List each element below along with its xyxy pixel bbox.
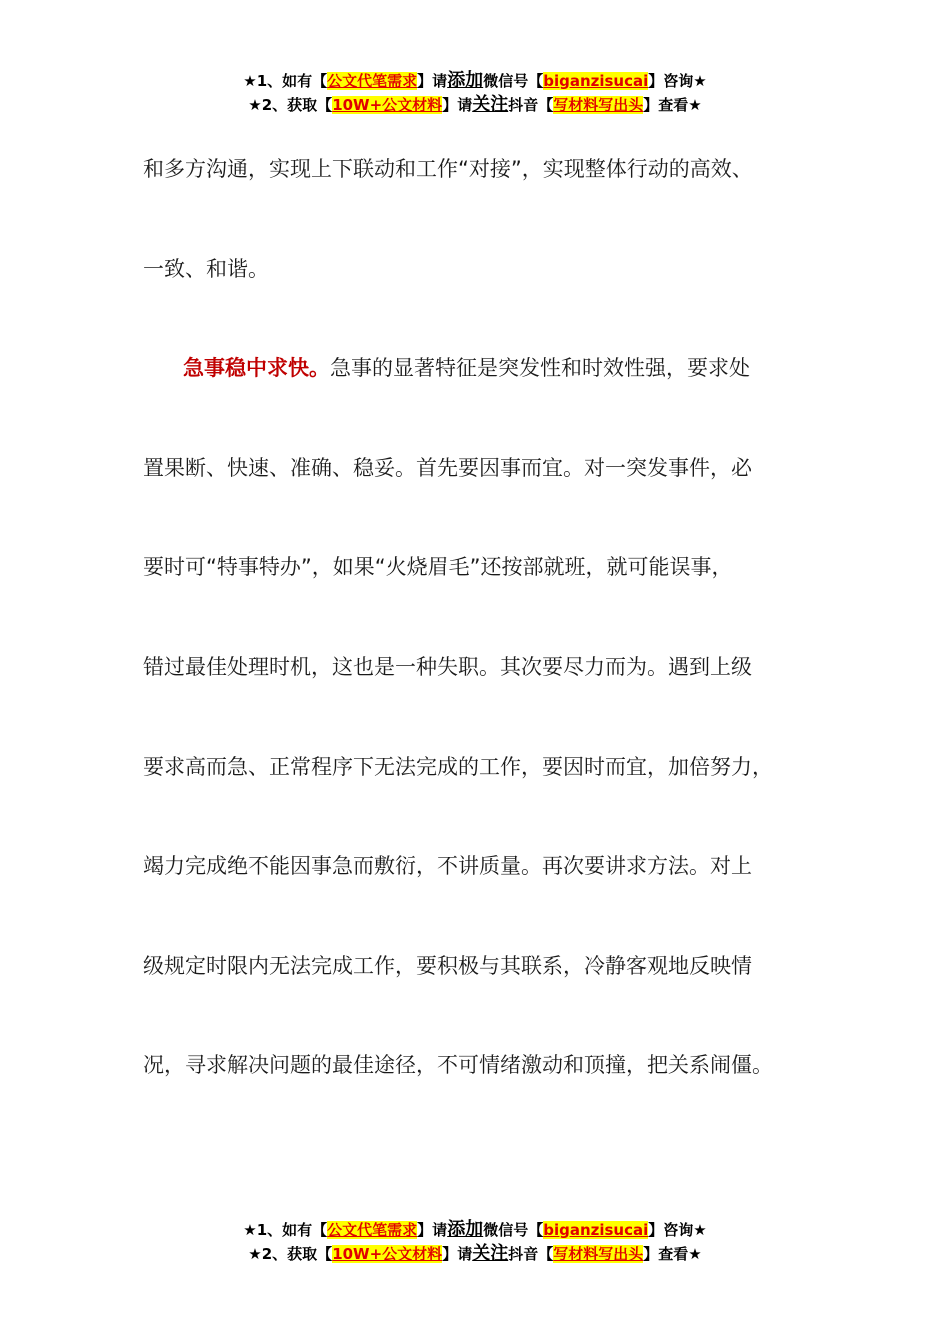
banner-highlight: 公文代笔需求	[327, 72, 418, 90]
banner-emphasis: 关注	[472, 94, 509, 115]
body-line: 要求高而急、正常程序下无法完成的工作，要因时而宜，加倍努力，	[143, 754, 773, 779]
document-body	[143, 120, 823, 1116]
banner-text: ★2、获取【	[248, 1245, 333, 1263]
banner-text: ★1、如有【	[243, 72, 328, 90]
douyin-id-highlight: 写材料写出头	[553, 1245, 644, 1263]
banner-emphasis: 关注	[472, 1243, 509, 1264]
banner-line-2	[0, 93, 950, 117]
body-line: 竭力完成绝不能因事急而敷衍，不讲质量。再次要讲求方法。对上	[143, 854, 752, 879]
body-line: 一致、和谐。	[143, 256, 269, 281]
banner-text: 抖音【	[508, 96, 554, 114]
banner-line-2	[0, 1242, 950, 1266]
banner-text: ★2、获取【	[248, 96, 333, 114]
header-banner	[0, 69, 950, 117]
body-line: 级规定时限内无法完成工作，要积极与其联系，冷静客观地反映情	[143, 953, 752, 978]
body-text-inline: 急事的显著特征是突发性和时效性强，要求处	[330, 356, 750, 381]
wechat-id-highlight: biganzisucai	[543, 72, 649, 90]
banner-text: 】咨询★	[648, 72, 707, 90]
body-line: 错过最佳处理时机，这也是一种失职。其次要尽力而为。遇到上级	[143, 654, 752, 679]
banner-text: 】请	[417, 72, 448, 90]
banner-highlight: 10W+公文材料	[332, 96, 443, 114]
footer-banner	[0, 1218, 950, 1266]
body-line: 置果断、快速、准确、稳妥。首先要因事而宜。对一突发事件，必	[143, 455, 752, 480]
banner-text: 】咨询★	[648, 1221, 707, 1239]
body-line: 和多方沟通，实现上下联动和工作“对接”，实现整体行动的高效、	[143, 157, 753, 181]
wechat-id-highlight: biganzisucai	[543, 1221, 649, 1239]
body-line: 况，寻求解决问题的最佳途径，不可情绪激动和顶撞，把关系闹僵。	[143, 1053, 773, 1078]
banner-text: 微信号【	[483, 72, 544, 90]
banner-text: 】请	[442, 96, 473, 114]
banner-text: 抖音【	[508, 1245, 554, 1263]
banner-highlight: 公文代笔需求	[327, 1221, 418, 1239]
banner-text: ★1、如有【	[243, 1221, 328, 1239]
banner-line-1	[0, 1218, 950, 1242]
banner-highlight: 10W+公文材料	[332, 1245, 443, 1263]
douyin-id-highlight: 写材料写出头	[553, 96, 644, 114]
banner-line-1	[0, 69, 950, 93]
banner-text: 】请	[442, 1245, 473, 1263]
banner-text: 】查看★	[643, 1245, 702, 1263]
body-line: 要时可“特事特办”，如果“火烧眉毛”还按部就班，就可能误事，	[143, 555, 733, 580]
banner-emphasis: 添加	[447, 70, 484, 91]
paragraph-heading: 急事稳中求快。	[183, 356, 330, 381]
paragraph-heading-line	[143, 319, 823, 419]
banner-text: 】请	[417, 1221, 448, 1239]
banner-text: 微信号【	[483, 1221, 544, 1239]
banner-emphasis: 添加	[447, 1219, 484, 1240]
banner-text: 】查看★	[643, 96, 702, 114]
